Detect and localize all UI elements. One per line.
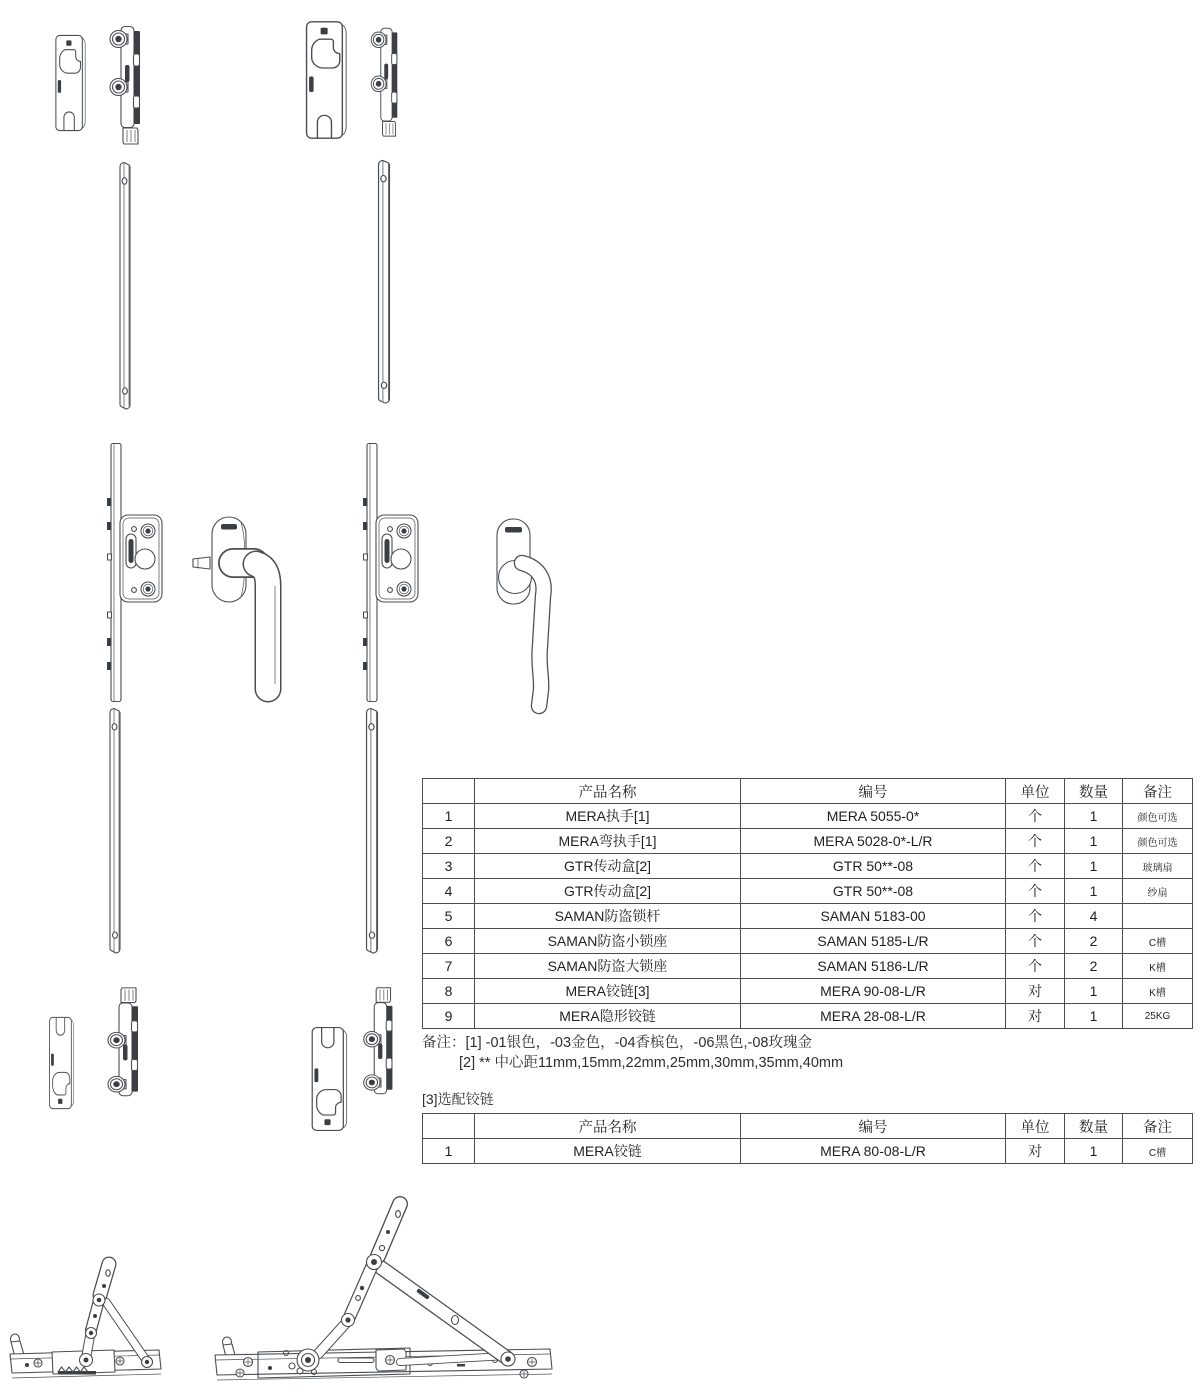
table-cell: 9 — [423, 1004, 475, 1029]
table-header-cell: 产品名称 — [475, 779, 741, 804]
table-header-cell: 备注 — [1123, 1114, 1193, 1139]
table-cell: 玻璃扇 — [1123, 854, 1193, 879]
table-cell: MERA铰链 — [475, 1139, 741, 1164]
table-cell: 2 — [1065, 954, 1123, 979]
table-cell: 4 — [423, 879, 475, 904]
lock-rod-drawing — [114, 160, 136, 412]
table-cell: 1 — [1065, 1139, 1123, 1164]
parts-table — [422, 778, 1193, 1029]
table-cell: 1 — [1065, 879, 1123, 904]
table-cell: MERA执手[1] — [475, 804, 741, 829]
table-cell: 个 — [1006, 879, 1065, 904]
table-cell: 7 — [423, 954, 475, 979]
table-header-cell: 数量 — [1065, 1114, 1123, 1139]
table-cell: GTR传动盒[2] — [475, 879, 741, 904]
table-cell: SAMAN防盗锁杆 — [475, 904, 741, 929]
table-cell: SAMAN防盗小锁座 — [475, 929, 741, 954]
table-cell: 1 — [1065, 829, 1123, 854]
handle-cranked-drawing — [494, 514, 552, 724]
table-cell: SAMAN 5183-00 — [741, 904, 1006, 929]
table-cell: 个 — [1006, 929, 1065, 954]
table-cell: 2 — [1065, 929, 1123, 954]
table-row — [423, 879, 1193, 904]
table-header-cell: 产品名称 — [475, 1114, 741, 1139]
table-cell: 个 — [1006, 829, 1065, 854]
table-cell: 1 — [423, 1139, 475, 1164]
table-cell: GTR 50**-08 — [741, 854, 1006, 879]
table-cell: C槽 — [1123, 929, 1193, 954]
table-cell: MERA 5055-0* — [741, 804, 1006, 829]
table-cell: 2 — [423, 829, 475, 854]
table-header-cell: 单位 — [1006, 1114, 1065, 1139]
friction-hinge-small-drawing — [8, 1248, 166, 1390]
note-center-distance: [2] ** 中心距11mm,15mm,22mm,25mm,30mm,35mm,40mm — [459, 1055, 844, 1071]
table-cell: K槽 — [1123, 954, 1193, 979]
table-cell: 8 — [423, 979, 475, 1004]
table-cell: C槽 — [1123, 1139, 1193, 1164]
table-cell: 个 — [1006, 854, 1065, 879]
table-cell — [1123, 904, 1193, 929]
gearbox-faceplate-drawing — [360, 442, 422, 704]
keeper-plate-large-drawing — [304, 20, 350, 140]
table-cell: 3 — [423, 854, 475, 879]
table-cell: 颜色可选 — [1123, 829, 1193, 854]
gearbox-faceplate-drawing — [104, 442, 166, 704]
table-header-cell: 数量 — [1065, 779, 1123, 804]
table-cell: K槽 — [1123, 979, 1193, 1004]
table-cell: MERA 5028-0*-L/R — [741, 829, 1006, 854]
table-cell: 个 — [1006, 904, 1065, 929]
table-row — [423, 979, 1193, 1004]
lock-rod-drawing — [372, 158, 396, 406]
table-cell: 1 — [1065, 1004, 1123, 1029]
lock-rod-drawing — [360, 706, 384, 956]
table-cell: SAMAN防盗大锁座 — [475, 954, 741, 979]
table-cell: SAMAN 5185-L/R — [741, 929, 1006, 954]
table-cell: SAMAN 5186-L/R — [741, 954, 1006, 979]
table-row — [423, 904, 1193, 929]
table-cell: 5 — [423, 904, 475, 929]
table-cell: 1 — [1065, 979, 1123, 1004]
table-cell: 纱扇 — [1123, 879, 1193, 904]
table-row — [423, 804, 1193, 829]
table-cell: 颜色可选 — [1123, 804, 1193, 829]
table-row — [423, 929, 1193, 954]
lock-rod-drawing — [104, 706, 126, 956]
keeper-plate-mirrored-drawing — [310, 1026, 350, 1132]
corner-drive-mirrored-drawing — [358, 986, 402, 1096]
table-cell: MERA铰链[3] — [475, 979, 741, 1004]
table-header-cell: 编号 — [741, 779, 1006, 804]
table-row — [423, 954, 1193, 979]
friction-hinge-large-drawing — [210, 1192, 558, 1392]
table-header-row — [423, 1114, 1193, 1139]
table-cell: 1 — [423, 804, 475, 829]
table-row — [423, 1139, 1193, 1164]
note-colors: 备注：[1] -01银色，-03金色，-04香槟色，-06黑色,-08玫瑰金 — [422, 1035, 812, 1051]
table-cell: 对 — [1006, 979, 1065, 1004]
keeper-plate-mirrored-drawing — [48, 1016, 76, 1110]
table-header-cell — [423, 779, 475, 804]
table-header-row — [423, 779, 1193, 804]
table-cell: MERA弯执手[1] — [475, 829, 741, 854]
table-cell: 6 — [423, 929, 475, 954]
keeper-plate-drawing — [54, 34, 88, 132]
table-cell: 对 — [1006, 1004, 1065, 1029]
notes-block — [422, 1033, 843, 1073]
table-cell: 1 — [1065, 854, 1123, 879]
handle-straight-drawing — [190, 514, 286, 706]
table-cell: MERA 28-08-L/R — [741, 1004, 1006, 1029]
table-cell: MERA 80-08-L/R — [741, 1139, 1006, 1164]
table-cell: MERA 90-08-L/R — [741, 979, 1006, 1004]
table-cell: 1 — [1065, 804, 1123, 829]
table-cell: GTR 50**-08 — [741, 879, 1006, 904]
table-row — [423, 854, 1193, 879]
table-header-cell: 编号 — [741, 1114, 1006, 1139]
table-cell: 4 — [1065, 904, 1123, 929]
table-cell: GTR传动盒[2] — [475, 854, 741, 879]
corner-drive-mirrored-drawing — [102, 986, 148, 1098]
table-header-cell — [423, 1114, 475, 1139]
table-cell: 个 — [1006, 954, 1065, 979]
table-cell: 25KG — [1123, 1004, 1193, 1029]
optional-hinge-title: [3]选配铰链 — [422, 1091, 494, 1107]
table-header-cell: 备注 — [1123, 779, 1193, 804]
corner-drive-drawing — [366, 26, 406, 138]
table-row — [423, 829, 1193, 854]
table-cell: MERA隐形铰链 — [475, 1004, 741, 1029]
table-header-cell: 单位 — [1006, 779, 1065, 804]
corner-drive-drawing — [104, 24, 150, 146]
table-row — [423, 1004, 1193, 1029]
table-cell: 对 — [1006, 1139, 1065, 1164]
optional-hinge-table — [422, 1113, 1193, 1164]
table-cell: 个 — [1006, 804, 1065, 829]
